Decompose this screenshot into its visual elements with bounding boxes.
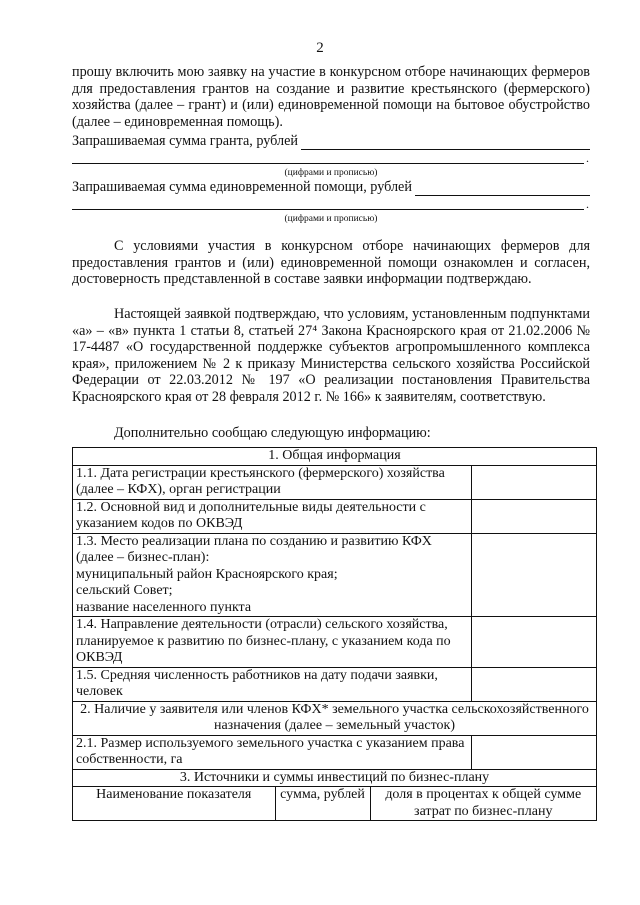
grant-amount-field[interactable] — [301, 137, 590, 150]
aid-amount-row — [72, 179, 590, 196]
intro-paragraph: прошу включить мою заявку на участие в конкурсном отборе начинающих фермеров для предоставления грантов на создание и развитие крестьянского (фермерского) хозяйства (далее – грант) и (или) единовременной помощи на бытовое обустройство (далее – единовременная помощь). — [72, 64, 590, 130]
table-row — [73, 667, 597, 701]
section-2-heading: 2. Наличие у заявителя или членов КФХ* земельного участка сельскохозяйственного назначения (далее – земельный участок) — [73, 701, 597, 735]
row-2-1-value-cell[interactable] — [472, 735, 597, 769]
row-1-3-label: 1.3. Место реализации плана по созданию и развитию КФХ (далее – бизнес-план): муниципальный район Красноярского края; сельский Совет; название населенного пункта — [73, 533, 472, 617]
row-1-5-value-cell[interactable] — [472, 667, 597, 701]
section-3-header-row — [73, 787, 597, 821]
row-1-4-value-cell[interactable] — [472, 617, 597, 668]
section-1-heading: 1. Общая информация — [73, 448, 597, 466]
confirmation-paragraph: Настоящей заявкой подтверждаю, что условиям, установленным подпунктами «а» – «в» пункта 1 статьи 8, статьей 27⁴ Закона Красноярского края от 21.02.2006 № 17-4487 «О государственной поддержке субъектов агропромышленного комплекса края», приложением № 2 к приказу Министерства сельского хозяйства Российской Федерации от 22.03.2012 № 197 «О реализации постановления Правительства Красноярского края от 28 февраля 2012 г. № 166» к заявителям, соответствую. — [72, 306, 590, 405]
line-end-dot: . — [586, 197, 589, 211]
row-2-1-label: 2.1. Размер используемого земельного участка с указанием права собственности, га — [73, 735, 472, 769]
conditions-paragraph: С условиями участия в конкурсном отборе начинающих фермеров для предоставления грантов и (или) единовременной помощи ознакомлен и согласен, достоверность представленной в составе заявки информации подтверждаю. — [72, 238, 590, 288]
investment-header-table — [73, 787, 596, 820]
table-row — [73, 617, 597, 668]
row-1-3-value-cell[interactable] — [472, 533, 597, 617]
aid-amount-field[interactable] — [415, 183, 590, 196]
line-end-dot: . — [586, 151, 589, 165]
column-share-percent: доля в процентах к общей сумме затрат по бизнес-плану — [385, 787, 582, 819]
row-1-2-value-cell[interactable] — [472, 499, 597, 533]
row-1-2-label: 1.2. Основной вид и дополнительные виды деятельности с указанием кодов по ОКВЭД — [73, 499, 472, 533]
grant-amount-label: Запрашиваемая сумма гранта, рублей — [72, 133, 299, 149]
table-row — [73, 448, 597, 466]
table-row — [73, 787, 597, 821]
caption-figures-words-1: (цифрами и прописью) — [284, 168, 378, 178]
column-sum-rubles: сумма, рублей — [275, 787, 370, 820]
table-row — [73, 465, 597, 499]
grant-amount-row — [72, 133, 590, 150]
row-1-1-label: 1.1. Дата регистрации крестьянского (фермерского) хозяйства (далее – КФХ), орган регистрации — [73, 465, 472, 499]
aid-amount-label: Запрашиваемая сумма единовременной помощи, рублей — [72, 179, 412, 195]
section-3-heading: 3. Источники и суммы инвестиций по бизнес-плану — [73, 769, 597, 787]
row-1-5-label: 1.5. Средняя численность работников на дату подачи заявки, человек — [73, 667, 472, 701]
application-info-table — [72, 447, 597, 821]
column-indicator-name: Наименование показателя — [73, 787, 275, 820]
table-row — [73, 769, 597, 787]
aid-amount-continuation-line[interactable] — [72, 209, 584, 210]
row-1-1-value-cell[interactable] — [472, 465, 597, 499]
table-row — [73, 499, 597, 533]
row-1-4-label: 1.4. Направление деятельности (отрасли) сельского хозяйства, планируемое к развитию по бизнес-плану, с указанием кода по ОКВЭД — [73, 617, 472, 668]
table-row — [73, 701, 597, 735]
table-row — [73, 533, 597, 617]
grant-amount-continuation-line[interactable] — [72, 163, 584, 164]
caption-figures-words-2: (цифрами и прописью) — [284, 214, 378, 224]
table-row — [73, 735, 597, 769]
page-number: 2 — [316, 40, 324, 56]
additional-info-heading: Дополнительно сообщаю следующую информацию: — [114, 425, 431, 441]
